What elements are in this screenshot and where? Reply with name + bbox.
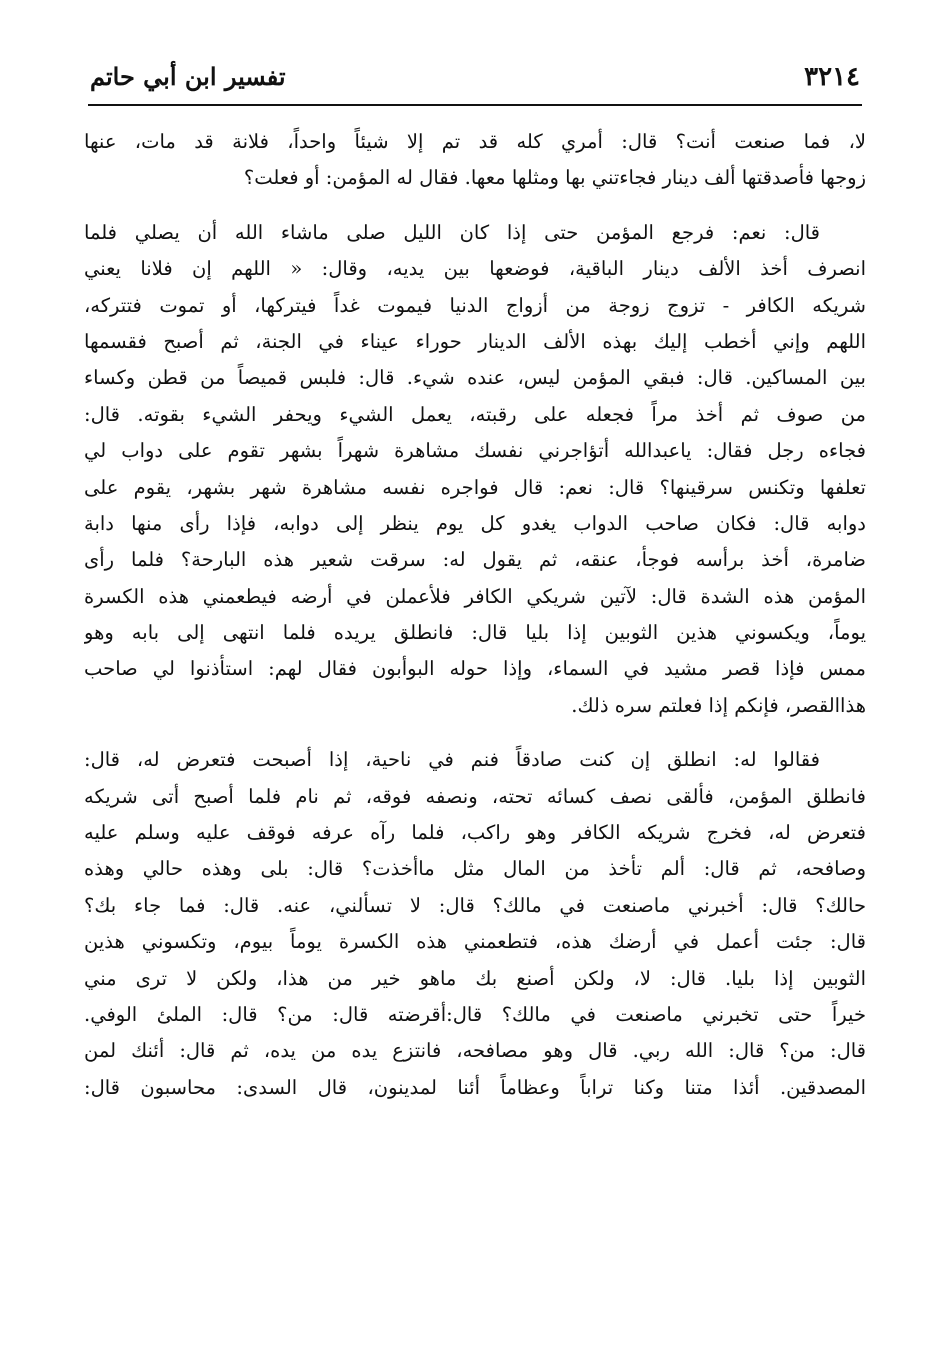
text-line: دوابه قال: فكان صاحب الدواب يغدو كل يوم ينظر إلى دوابه، فإذا رأى منها دابة — [84, 511, 866, 535]
text-line: شريكه الكافر - تزوج زوجة من أزواج الدنيا فيموت غداً فيتركها، أو تموت فتتركه، — [84, 293, 866, 317]
page-header — [90, 52, 860, 102]
paragraph-1 — [84, 124, 866, 197]
text-line: انصرف أخذ الألف دينار الباقية، فوضعها بين يديه، وقال: « اللهم إن فلانا يعني — [84, 257, 866, 281]
paragraph-2 — [84, 215, 866, 724]
text-line: زوجها فأصدقتها ألف دينار فجاءتني بها ومثلها معها. فقال له المؤمن: أو فعلت؟ — [243, 166, 866, 190]
text-line: من صوف ثم أخذ مراً فجعله على رقبته، يعمل الشيء ويحفر الشيء بقوته. قال: — [84, 402, 866, 426]
text-line: تعلفها وتكنس سرقينها؟ قال: نعم: قال فواجره نفسه مشاهرة شهر بشهر، يقوم على — [84, 475, 866, 499]
text-line: بين المساكين. قال: فبقي المؤمن ليس، عنده شيء. قال: فلبس قميصاً من قطن وكساء — [84, 366, 866, 390]
text-line: هذاالقصر، فإنكم إذا فعلتم سره ذلك. — [571, 693, 866, 717]
text-line: ضامرة، أخذ برأسه فوجأ، عنقه، ثم يقول له: سرقت شعير هذه البارحة؟ فلما رأى — [84, 548, 866, 572]
text-line: الثوبين إذا بليا. قال: لا، ولكن أصنع بك ماهو خير من هذا، ولكن لا ترى مني — [84, 966, 866, 990]
text-line: فانطلق المؤمن، فألقى نصف كسائه تحته، ونصفه فوقه، ثم نام فلما أصبح أتى شريكه — [84, 784, 866, 808]
text-line: قال: نعم: فرجع المؤمن حتى إذا كان الليل صلى ماشاء الله أن يصلي فلما — [84, 220, 820, 244]
page-number: ٣٢١٤ — [804, 62, 860, 92]
text-line: قال: من؟ قال: الله ربي. قال وهو مصافحه، فانتزع يده من يده، ثم قال: أئنك لمن — [84, 1039, 866, 1063]
body-text — [84, 124, 866, 1106]
text-line: المؤمن هذه الشدة قال: لآتين شريكي الكافر فلأعملن في أرضه فيطعمني هذه الكسرة — [84, 584, 866, 608]
text-line: فجاءه رجل فقال: ياعبدالله أتؤاجرني نفسك مشاهرة شهراً بشهر تقوم على دواب لي — [84, 439, 866, 463]
text-line: قال: جئت أعمل في أرضك هذه، فتطعمني هذه الكسرة يوماً بيوم، وتكسوني هذين — [84, 930, 866, 954]
text-line: خيراً حتى تخبرني ماصنعت في مالك؟ قال:أقرضته قال: من؟ قال: الملئ الوفي. — [84, 1002, 866, 1026]
running-title: تفسير ابن أبي حاتم — [90, 62, 286, 91]
paragraph-3 — [84, 742, 866, 1106]
text-line: ممس فإذا قصر مشيد في السماء، وإذا حوله البوأبون فقال لهم: استأذنوا لي صاحب — [84, 657, 866, 681]
text-line: اللهم وإني أخطب إليك بهذه الألف الدينار حوراء عيناء في الجنة، ثم أصبح فقسمها — [84, 329, 866, 353]
text-line: يوماً، ويكسوني هذين الثوبين إذا بليا قال: فانطلق يريده فلما انتهى إلى بابه وهو — [84, 621, 866, 645]
text-line: المصدقين. أئذا متنا وكنا تراباً وعظاماً أئنا لمدينون، قال السدى: محاسبون قال: — [84, 1075, 866, 1099]
text-line: فقالوا له: انطلق إن كنت صادقاً فنم في ناحية، إذا أصبحت فتعرض له، قال: — [84, 748, 820, 772]
text-line: فتعرض له، فخرج شريكه الكافر وهو راكب، فلما رآه عرفه فوقف عليه وسلم عليه — [84, 821, 866, 845]
text-line: وصافحه، ثم قال: ألم تأخذ من المال مثل ماأخذت؟ قال: بلى وهذه حالي وهذه — [84, 857, 866, 881]
header-rule — [88, 104, 862, 106]
text-line: حالك؟ قال: أخبرني ماصنعت في مالك؟ قال: لا تسألني، عنه. قال: فما جاء بك؟ — [84, 893, 866, 917]
text-line: لا، فما صنعت أنت؟ قال: أمري كله قد تم إلا شيئاً واحداً، فلانة قد مات، عنها — [84, 130, 866, 153]
